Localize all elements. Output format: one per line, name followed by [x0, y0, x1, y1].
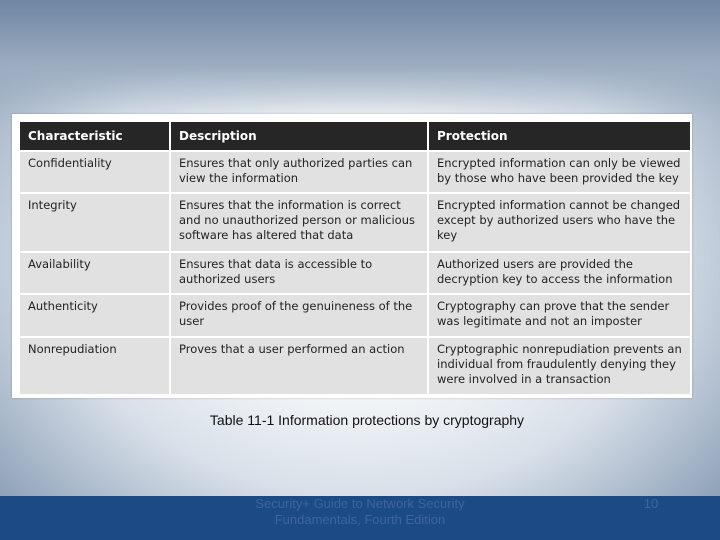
table-row [19, 151, 691, 193]
cell-protection: Cryptography can prove that the sender was legitimate and not an imposter [428, 294, 691, 336]
cell-description: Proves that a user performed an action [170, 337, 428, 396]
cell-characteristic: Confidentiality [19, 151, 170, 193]
page-number: 10 [643, 496, 659, 511]
cell-protection: Cryptographic nonrepudiation prevents an individual from fraudulently denying they were involved in a transaction [428, 337, 691, 396]
cell-protection: Encrypted information can only be viewed by those who have been provided the key [428, 151, 691, 193]
table-caption: Table 11-1 Information protections by cryptography [209, 412, 525, 428]
table-row [19, 193, 691, 251]
header-description: Description [170, 121, 428, 151]
cell-characteristic: Authenticity [19, 294, 170, 336]
cell-description: Ensures that only authorized parties can view the information [170, 151, 428, 193]
protections-table [18, 120, 692, 396]
table-row [19, 337, 691, 396]
cell-description: Ensures that data is accessible to authorized users [170, 252, 428, 294]
table-row [19, 252, 691, 294]
cell-protection: Authorized users are provided the decryption key to access the information [428, 252, 691, 294]
background-band [0, 0, 720, 120]
table-row [19, 294, 691, 336]
header-protection: Protection [428, 121, 691, 151]
footer-title: Security+ Guide to Network Security Fundamentals, Fourth Edition [255, 496, 465, 527]
cell-description: Ensures that the information is correct and no unauthorized person or malicious software has altered that data [170, 193, 428, 251]
cell-protection: Encrypted information cannot be changed except by authorized users who have the key [428, 193, 691, 251]
header-characteristic: Characteristic [19, 121, 170, 151]
table-header-row [19, 121, 691, 151]
table-image [12, 114, 692, 398]
cell-characteristic: Nonrepudiation [19, 337, 170, 396]
cell-characteristic: Availability [19, 252, 170, 294]
cell-description: Provides proof of the genuineness of the user [170, 294, 428, 336]
cell-characteristic: Integrity [19, 193, 170, 251]
footer-bar [0, 496, 720, 540]
